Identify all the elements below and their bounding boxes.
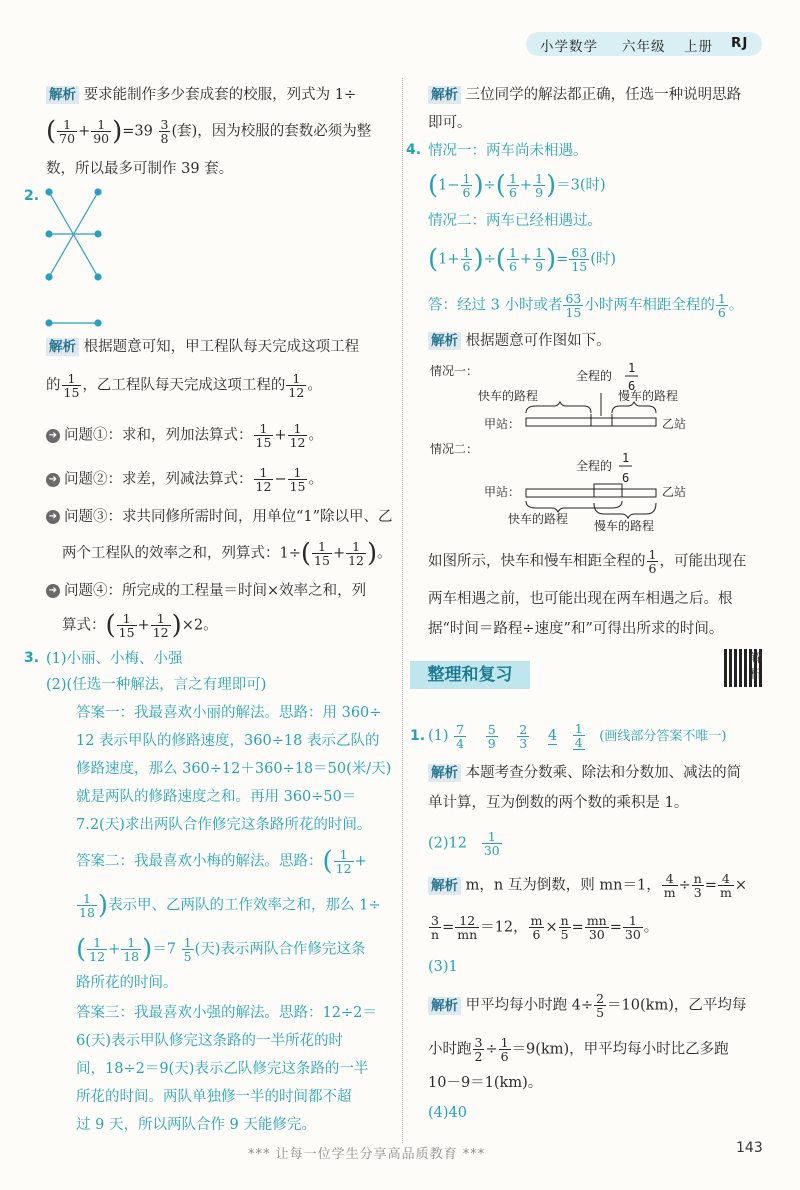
left-p1-line2: ( $\frac{1}{70}$ + $\frac{1}{90}$ )=39 $\frac{3}{8}$ (套)，因为校服的套数必须为整 — [46, 116, 372, 147]
left-p2-line2: 的 $\frac{1}{15}$ ，乙工程队每天完成这项工程的 $\frac{1}{12}$ 。 — [46, 371, 322, 400]
diagram-whole-label-1: 全程的 — [576, 369, 613, 383]
left-w3b: 两个工程队的效率之和，列算式：1÷( $\frac{1}{15}$ + $\frac{1}{12}$ )。 — [62, 538, 392, 569]
left-p2-line1: 解析 根据题意可知，甲工程队每天完成这项工程 — [46, 336, 359, 358]
header-edition: RJ — [731, 35, 749, 51]
q3-part1: (1)小丽、小梅、小强 — [46, 651, 183, 667]
header-subject: 小学数学 — [540, 39, 598, 55]
s1-answers: (1) $\frac{7}{4}$ $\frac{5}{9}$ $\frac{2}{3}$ 4 $\frac{1}{4}$ (画线部分答案不唯一) — [428, 721, 727, 751]
s3-analysis-line1: 解析 甲平均每小时跑 4÷ $\frac{2}{5}$ ＝10(km)，乙平均每 — [428, 992, 746, 1019]
answer1-line2: 12 表示甲队的修路速度，360÷18 表示乙队的 — [76, 733, 380, 749]
answer2-line1: 答案二：我最喜欢小梅的解法。思路：( $\frac{1}{12}$ + — [76, 846, 367, 877]
answer3-line2: 6(天)表示甲队修完这条路的一半所花的时 — [76, 1033, 344, 1049]
s1-part3: (3)1 — [428, 959, 458, 975]
q3-part2: (2)(任选一种解法，言之有理即可) — [46, 677, 267, 693]
arrow-icon: ➜ — [46, 510, 60, 524]
s1-part4: (4)40 — [428, 1105, 467, 1121]
case1-text: 情况一：两车尚未相遇。 — [428, 143, 588, 159]
diagram-case2-label: 情况二： — [430, 442, 479, 456]
diagram-station-a-1: 甲站： — [484, 417, 521, 431]
diagram-slow-label-2: 慢车的路程 — [594, 519, 655, 533]
arrow-icon: ➜ — [46, 584, 60, 598]
s1-analysis-line2: 单计算，互为倒数的两个数的乘积是 1。 — [428, 795, 689, 811]
left-w4b: 算式：( $\frac{1}{15}$ + $\frac{1}{12}$ )×2。 — [62, 610, 218, 641]
answer1-line3: 修路速度，那么 360÷12＋360÷18＝50(米/天) — [76, 761, 392, 777]
matching-diagram — [40, 182, 110, 332]
distance-diagram — [426, 358, 726, 538]
left-p1-line1: 解析 要求能制作多少套成套的校服，列式为 1÷ — [46, 84, 356, 106]
section-question-1-number: 1. — [410, 728, 426, 744]
answer2-line4: 路所花的时间。 — [76, 975, 178, 991]
s1-part2: (2)12 $\frac{1}{30}$ — [428, 829, 500, 858]
s1-analysis-line1: 解析 本题考查分数乘、除法和分数加、减法的简 — [428, 762, 741, 784]
s3-analysis-line3: 10－9＝1(km)。 — [428, 1075, 543, 1091]
footer-slogan: *** 让每一位学生分享高品质教育 *** — [248, 1147, 486, 1162]
right-p3-line3: 据“时间＝路程÷速度”和”可得出所求的时间。 — [428, 621, 724, 637]
header-grade: 六年级 — [622, 39, 666, 55]
diagram-station-b-1: 乙站 — [662, 417, 687, 431]
diagram-case1-label: 情况一： — [430, 364, 479, 378]
section-title: 整理和复习 — [410, 661, 530, 689]
question-3-number: 3. — [24, 650, 40, 666]
answer1-line1: 答案一：我最喜欢小丽的解法。思路：用 360÷ — [76, 705, 382, 721]
answer3-line3: 间，18÷2＝9(天)表示乙队修完这条路的一半 — [76, 1061, 369, 1077]
right-p2: 解析 根据题意可作图如下。 — [428, 330, 611, 352]
right-p3-line2: 两车相遇之前，也可能出现在两车相遇之后。根 — [428, 591, 733, 607]
right-p3-line1: 如图所示，快车和慢车相距全程的 $\frac{1}{6}$ ，可能出现在 — [428, 547, 747, 576]
header-bar — [526, 32, 762, 56]
diagram-fast-label-1: 快车的路程 — [478, 389, 539, 403]
right-p1-line1: 解析 三位同学的解法都正确，任选一种说明思路 — [428, 84, 741, 106]
left-w3a: ➜ 问题③：求共同修所需时间，用单位“1”除以甲、乙 — [46, 506, 393, 528]
page-number: 143 — [736, 1140, 763, 1156]
question-2-number: 2. — [24, 188, 40, 204]
answer1-line4: 就是两队的修路速度之和。再用 360÷50＝ — [76, 789, 357, 805]
s2-analysis-line1: 解析 m，n 互为倒数，则 mn＝1， $\frac{4}{m}$ ÷ $\frac{n}{3}$ = $\frac{4}{m}$ × — [428, 872, 747, 899]
answer2-line2: $\frac{1}{18}$ )表示甲、乙两队的工作效率之和，那么 1÷ — [79, 890, 381, 921]
diagram-whole-label-2: 全程的 — [576, 459, 613, 473]
diagram-frac-num-2: 1 — [622, 451, 630, 465]
answer3-line5: 过 9 天，所以两队合作 9 天能修完。 — [76, 1117, 316, 1133]
analysis-tag: 解析 — [46, 86, 79, 104]
answer3-line4: 所花的时间。两队单独修一半的时间都不超 — [76, 1089, 352, 1105]
arrow-icon: ➜ — [46, 429, 60, 443]
left-w2: ➜ 问题②：求差，列减法算式： $\frac{1}{12}$ − $\frac{1}{15}$ 。 — [46, 466, 323, 493]
diagram-frac-den-2: 6 — [622, 471, 630, 485]
diagram-station-a-2: 甲站： — [484, 485, 521, 499]
column-divider — [402, 78, 403, 1143]
left-w4a: ➜ 问题④：所完成的工程量＝时间×效率之和，列 — [46, 580, 366, 602]
left-w1: ➜ 问题①：求和，列加法算式： $\frac{1}{15}$ + $\frac{1}{12}$ 。 — [46, 422, 323, 449]
question-4-number: 4. — [406, 142, 422, 158]
s2-analysis-line2: $\frac{3}{n}$ = $\frac{12}{mn}$ ＝12， $\frac{m}{6}$ × $\frac{n}{5}$ = $\frac{mn}{30}$ = $\frac{1}{30}$ 。 — [431, 913, 659, 942]
case2-equation: (1+ $\frac{1}{6}$ )÷( $\frac{1}{6}$ + $\frac{1}{9}$ )= $\frac{63}{15}$ (时) — [428, 244, 617, 275]
answer-line: 答：经过 3 小时或者 $\frac{63}{15}$ 小时两车相距全程的 $\frac{1}{6}$ 。 — [428, 291, 744, 320]
header-volume: 上册 — [684, 39, 713, 55]
answer2-line3: ( $\frac{1}{12}$ + $\frac{1}{18}$ )＝7 $\frac{1}{5}$ (天)表示两队合作修完这条 — [76, 934, 366, 965]
s3-analysis-line2: 小时跑 $\frac{3}{2}$ ÷ $\frac{1}{6}$ ＝9(km)，甲平均每小时比乙多跑 — [428, 1035, 729, 1064]
arrow-icon: ➜ — [46, 473, 60, 487]
diagram-slow-label-1: 慢车的路程 — [618, 389, 679, 403]
answer1-line5: 7.2(天)求出两队合作修完这条路所花的时间。 — [76, 817, 372, 833]
left-p1-line3: 数，所以最多可制作 39 套。 — [46, 161, 234, 177]
case1-equation: (1− $\frac{1}{6}$ )÷( $\frac{1}{6}$ + $\frac{1}{9}$ )＝3(时) — [428, 170, 606, 201]
case2-text: 情况二：两车已经相遇过。 — [428, 213, 602, 229]
answer3-line1: 答案三：我最喜欢小强的解法。思路：12÷2＝ — [76, 1005, 377, 1021]
diagram-station-b-2: 乙站 — [662, 485, 687, 499]
diagram-fast-label-2: 快车的路程 — [508, 512, 569, 526]
diagram-frac-num-1: 1 — [628, 361, 636, 375]
qr-label: 解析 — [750, 651, 763, 681]
right-p1-line2: 即可。 — [428, 115, 472, 131]
diagram-frac-den-1: 6 — [628, 379, 636, 393]
